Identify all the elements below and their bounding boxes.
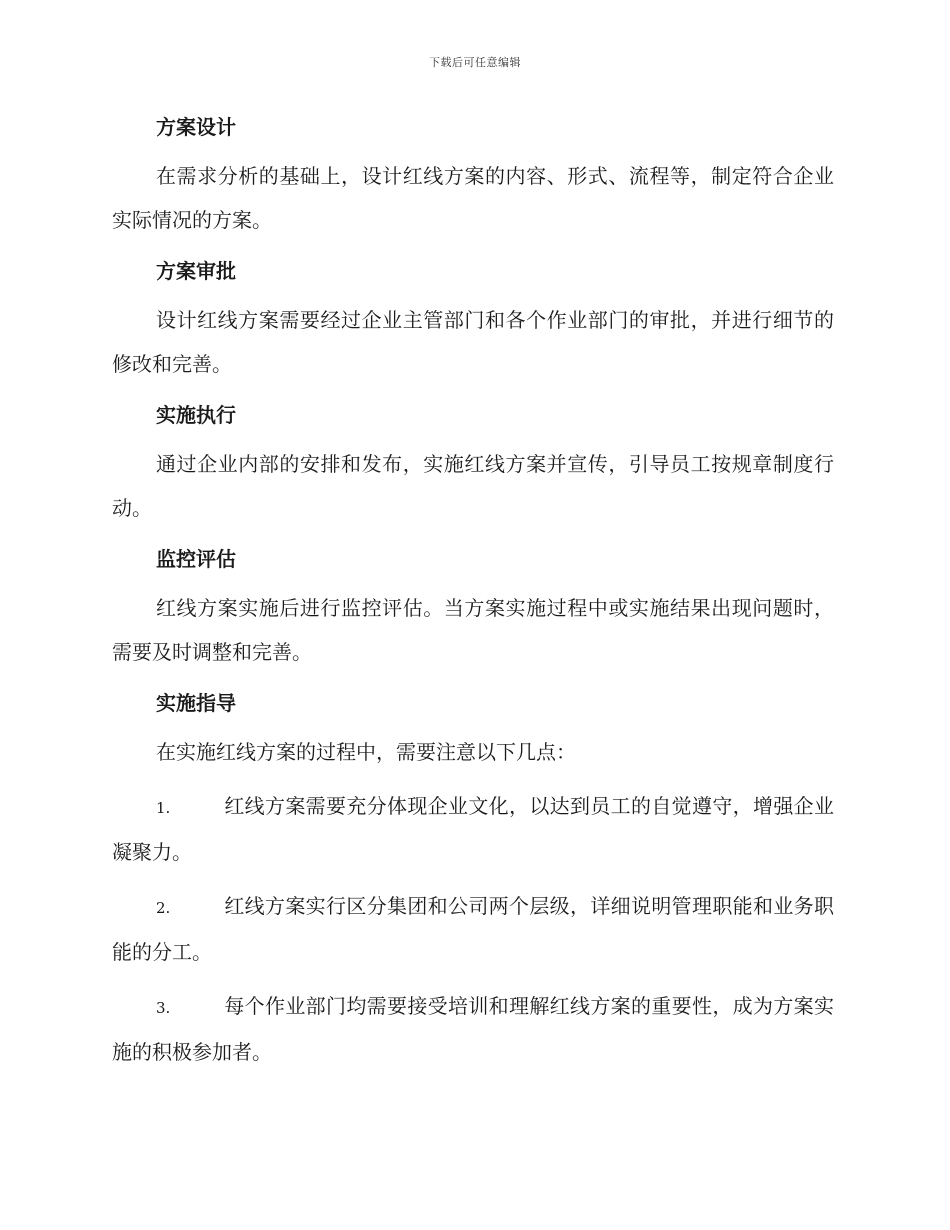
section-heading: 实施执行 (156, 403, 236, 427)
section-paragraph: 红线方案实施后进行监控评估。当方案实施过程中或实施结果出现问题时，需要及时调整和完善。 (112, 596, 834, 664)
list-item-text: 每个作业部门均需要接受培训和理解红线方案的重要性，成为方案实施的积极参加者。 (112, 994, 834, 1064)
list-item-number: 1. (156, 799, 171, 817)
list-item (112, 784, 834, 874)
list-item (112, 984, 834, 1074)
section-paragraph: 通过企业内部的安排和发布，实施红线方案并宣传，引导员工按规章制度行动。 (112, 452, 834, 520)
list-item-text: 红线方案实行区分集团和公司两个层级，详细说明管理职能和业务职能的分工。 (112, 894, 834, 964)
section-paragraph: 在需求分析的基础上，设计红线方案的内容、形式、流程等，制定符合企业实际情况的方案。 (112, 164, 834, 232)
list-item (112, 884, 834, 974)
list-item-number: 2. (156, 899, 171, 917)
document-body (112, 108, 834, 1084)
list-item-text: 红线方案需要充分体现企业文化，以达到员工的自觉遵守，增强企业凝聚力。 (112, 794, 834, 864)
section-heading: 实施指导 (156, 691, 236, 715)
section-heading: 监控评估 (156, 547, 236, 571)
section-paragraph: 在实施红线方案的过程中，需要注意以下几点： (156, 740, 576, 764)
section-heading: 方案审批 (156, 259, 236, 283)
page-header: 下载后可任意编辑 (429, 56, 521, 69)
section-paragraph: 设计红线方案需要经过企业主管部门和各个作业部门的审批，并进行细节的修改和完善。 (112, 308, 834, 376)
section-heading: 方案设计 (156, 115, 236, 139)
list-item-number: 3. (156, 999, 171, 1017)
